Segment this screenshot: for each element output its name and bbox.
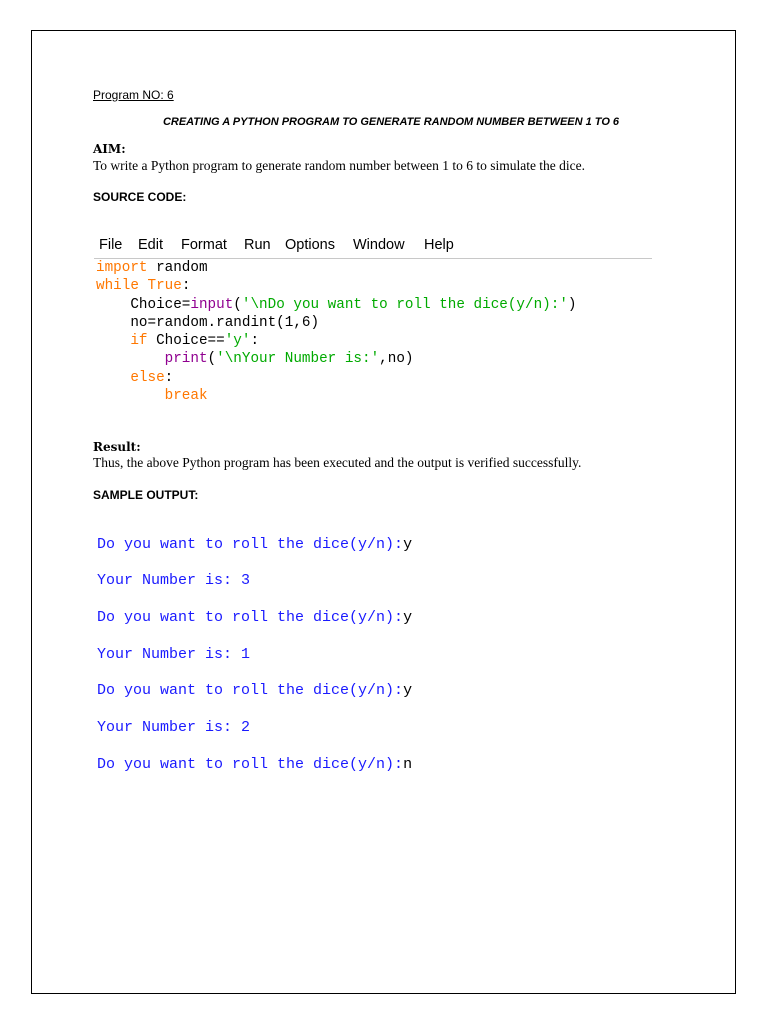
code-keyword: if [130,333,148,349]
code-text: ,no) [379,351,414,367]
output-line [97,646,250,663]
output-line [97,682,412,699]
code-keyword: import [96,260,148,276]
code-text [139,278,148,294]
code-indent [96,351,165,367]
code-line-4 [96,314,319,332]
output-prompt: Do you want to roll the dice(y/n): [97,536,404,553]
code-keyword: break [164,388,208,404]
program-number: Program NO: 6 [93,88,174,102]
aim-text: To write a Python program to generate random number between 1 to 6 to simulate the dice. [93,158,586,173]
code-builtin: input [190,297,234,313]
code-indent [96,297,130,313]
output-line [97,536,412,553]
menu-format[interactable]: Format [181,237,227,253]
code-string: '\nDo you want to roll the dice(y/n):' [241,297,568,313]
code-keyword: else [130,370,165,386]
output-answer: y [403,536,413,553]
menu-edit[interactable]: Edit [138,237,163,253]
output-line [97,719,250,736]
output-prompt: Your Number is: 2 [97,719,251,736]
output-prompt: Do you want to roll the dice(y/n): [97,756,404,773]
result-text: Thus, the above Python program has been executed and the output is verified successfully. [93,455,582,470]
output-answer: y [403,682,413,699]
code-indent [96,388,165,404]
code-text: ( [233,297,242,313]
output-prompt: Your Number is: 1 [97,646,251,663]
code-keyword: while [96,278,139,294]
output-line [97,609,412,626]
page-border [31,30,736,994]
code-line-3 [96,296,577,314]
code-text: Choice= [130,297,191,313]
output-answer: y [403,609,413,626]
code-string: 'y' [224,333,251,349]
menu-help[interactable]: Help [424,237,454,253]
output-line [97,572,250,589]
output-line [97,756,412,773]
code-text: ) [567,297,577,313]
code-line-6 [96,350,413,368]
code-line-1 [96,259,208,277]
code-text: : [250,333,260,349]
code-text: : [164,370,174,386]
code-line-7 [96,369,173,387]
code-string: '\nYour Number is:' [216,351,380,367]
code-indent [96,333,130,349]
code-text: ( [207,351,217,367]
code-indent [96,370,130,386]
code-text: : [181,278,191,294]
editor-menu-bar [94,236,652,259]
menu-window[interactable]: Window [353,237,405,253]
code-text: no=random.randint(1,6) [130,315,320,331]
output-prompt: Do you want to roll the dice(y/n): [97,609,404,626]
output-answer: n [403,756,413,773]
sample-output-heading: SAMPLE OUTPUT: [93,488,199,502]
code-indent [96,315,130,331]
source-code-heading: SOURCE CODE: [93,190,187,204]
code-keyword: True [147,278,182,294]
output-prompt: Do you want to roll the dice(y/n): [97,682,404,699]
menu-options[interactable]: Options [285,237,335,253]
code-line-5 [96,332,259,350]
code-text: Choice== [147,333,225,349]
code-line-8 [96,387,208,405]
code-text: random [147,260,208,276]
code-line-2 [96,277,190,295]
code-builtin: print [164,351,208,367]
menu-run[interactable]: Run [244,237,271,253]
aim-heading: AIM: [93,142,126,156]
page-title: CREATING A PYTHON PROGRAM TO GENERATE RANDOM NUMBER BETWEEN 1 TO 6 [162,116,620,128]
menu-file[interactable]: File [99,237,123,253]
result-heading: Result: [93,440,141,454]
output-prompt: Your Number is: 3 [97,572,251,589]
